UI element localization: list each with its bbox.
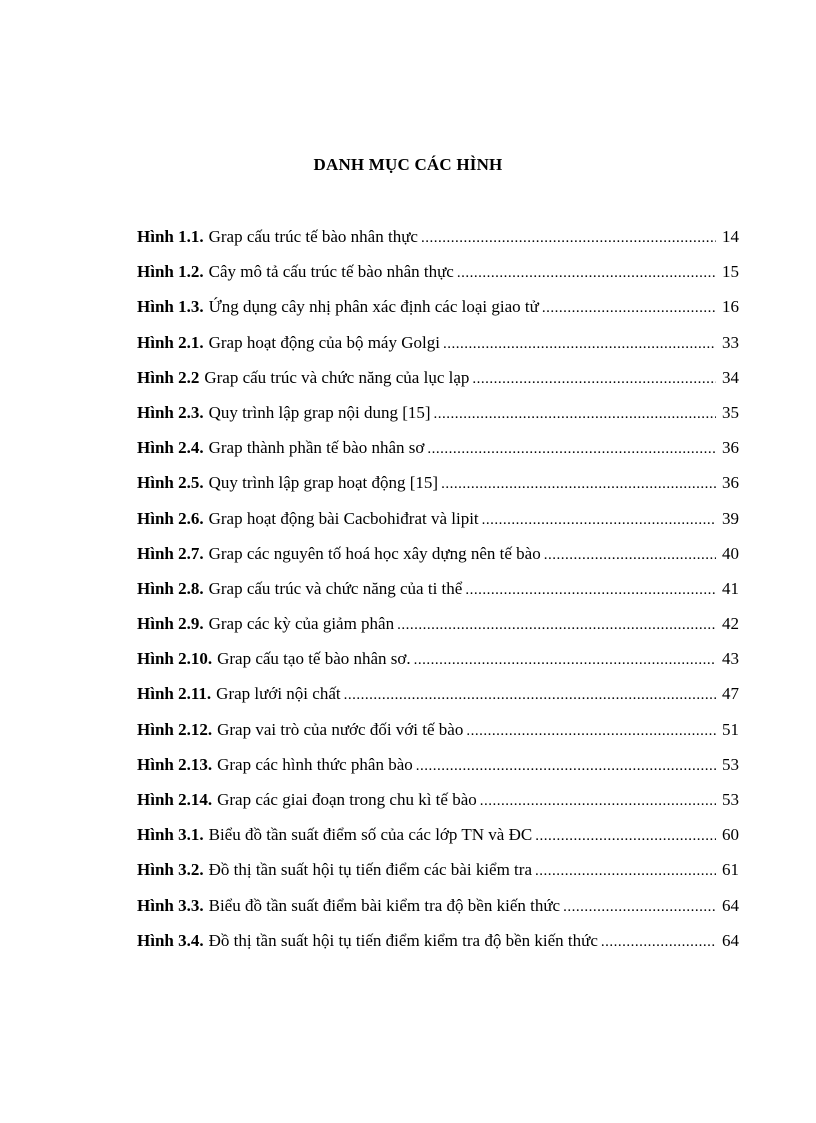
figure-caption: Grap hoạt động của bộ máy Golgi [208,332,440,352]
figure-caption: Grap vai trò của nước đối với tế bào [217,719,464,739]
figure-caption: Grap cấu trúc và chức năng của lục lạp [204,367,470,387]
figure-entry[interactable] [137,753,739,788]
figure-entry[interactable] [137,577,739,612]
dot-leader [563,895,716,919]
dot-leader [535,859,716,883]
figure-caption: Quy trình lập grap nội dung [15] [208,402,431,422]
figure-entry[interactable] [137,331,739,366]
page-number: 42 [722,614,739,634]
page-number: 36 [722,473,739,493]
figure-entry[interactable] [137,366,739,401]
figure-label: Hình 2.4. [137,438,204,458]
figure-label: Hình 3.3. [137,895,204,915]
page-number: 60 [722,825,739,845]
dot-leader [465,578,716,602]
figure-caption: Grap các hình thức phân bào [217,754,413,774]
dot-leader [535,824,716,848]
figure-entry[interactable] [137,295,739,330]
page-number: 64 [722,895,739,915]
page-number: 33 [722,332,739,352]
page-number: 16 [722,297,739,317]
page-number: 40 [722,543,739,563]
figure-label: Hình 2.9. [137,614,204,634]
figure-entry[interactable] [137,823,739,858]
figure-label: Hình 2.13. [137,754,213,774]
figure-label: Hình 2.11. [137,684,212,704]
dot-leader [482,508,716,532]
page-number: 47 [722,684,739,704]
figure-label: Hình 2.12. [137,719,213,739]
figure-entry[interactable] [137,929,739,964]
figure-entry[interactable] [137,507,739,542]
figure-caption: Grap các nguyên tố hoá học xây dựng nên tế bào [208,543,541,563]
figure-label: Hình 2.2 [137,367,200,387]
figure-entry[interactable] [137,858,739,893]
figure-label: Hình 2.1. [137,332,204,352]
figure-entry[interactable] [137,542,739,577]
figure-entry[interactable] [137,436,739,471]
dot-leader [427,437,716,461]
figure-caption: Biểu đồ tần suất điểm bài kiểm tra độ bền kiến thức [208,895,561,915]
figure-label: Hình 2.3. [137,402,204,422]
page-number: 41 [722,578,739,598]
dot-leader [542,296,716,320]
figure-caption: Grap lưới nội chất [216,684,341,704]
page-number: 14 [722,227,739,246]
figure-entry[interactable] [137,612,739,647]
figure-entry[interactable] [137,682,739,717]
figure-entry[interactable] [137,647,739,682]
figure-caption: Grap hoạt động bài Cacbohiđrat và lipit [208,508,479,528]
figure-caption: Grap các kỳ của giảm phân [208,614,395,634]
figure-caption: Grap cấu tạo tế bào nhân sơ. [217,649,411,669]
page-number: 36 [722,438,739,458]
dot-leader [441,472,716,496]
dot-leader [443,332,716,356]
dot-leader [601,930,716,954]
page-number: 15 [722,262,739,282]
figure-entry[interactable] [137,260,739,295]
figure-label: Hình 3.1. [137,825,204,845]
dot-leader [434,402,716,426]
figure-label: Hình 2.14. [137,790,213,809]
figure-entry[interactable] [137,401,739,436]
dot-leader [421,226,716,250]
figure-label: Hình 2.6. [137,508,204,528]
figure-label: Hình 1.1. [137,227,204,246]
dot-leader [457,261,716,285]
figure-label: Hình 3.2. [137,860,204,880]
figure-caption: Ứng dụng cây nhị phân xác định các loại giao tử [208,297,539,317]
figure-caption: Grap các giai đoạn trong chu kì tế bào [217,790,477,809]
figure-list [137,225,739,964]
figure-caption: Đồ thị tần suất hội tụ tiến điểm kiểm tra độ bền kiến thức [208,930,598,950]
figure-caption: Quy trình lập grap hoạt động [15] [208,473,439,493]
page-number: 53 [722,754,739,774]
figure-label: Hình 2.5. [137,473,204,493]
figure-entry[interactable] [137,718,739,753]
dot-leader [472,367,716,391]
dot-leader [416,754,716,778]
figure-caption: Grap cấu trúc và chức năng của ti thể [208,578,463,598]
page-number: 39 [722,508,739,528]
dot-leader [414,648,716,672]
figure-caption: Grap thành phần tế bào nhân sơ [208,438,425,458]
page-number: 34 [722,367,739,387]
figure-caption: Grap cấu trúc tế bào nhân thực [208,227,418,246]
figure-caption: Cây mô tả cấu trúc tế bào nhân thực [208,262,454,282]
figure-entry[interactable] [137,788,739,823]
dot-leader [480,789,716,813]
figure-entry[interactable] [137,894,739,929]
figure-label: Hình 3.4. [137,930,204,950]
page-title: DANH MỤC CÁC HÌNH [313,155,503,174]
page-number: 43 [722,649,739,669]
dot-leader [344,683,716,707]
figure-caption: Biểu đồ tần suất điểm số của các lớp TN và ĐC [208,825,533,845]
figure-label: Hình 2.8. [137,578,204,598]
page-number: 64 [722,930,739,950]
page-number: 51 [722,719,739,739]
figure-entry[interactable] [137,225,739,260]
figure-entry[interactable] [137,471,739,506]
figure-label: Hình 1.3. [137,297,204,317]
dot-leader [466,719,716,743]
dot-leader [397,613,716,637]
page-number: 61 [722,860,739,880]
figure-label: Hình 2.7. [137,543,204,563]
page-number: 35 [722,402,739,422]
figure-label: Hình 1.2. [137,262,204,282]
figure-caption: Đồ thị tần suất hội tụ tiến điểm các bài kiểm tra [208,860,532,880]
figure-label: Hình 2.10. [137,649,213,669]
dot-leader [544,543,716,567]
page-number: 53 [722,790,739,809]
